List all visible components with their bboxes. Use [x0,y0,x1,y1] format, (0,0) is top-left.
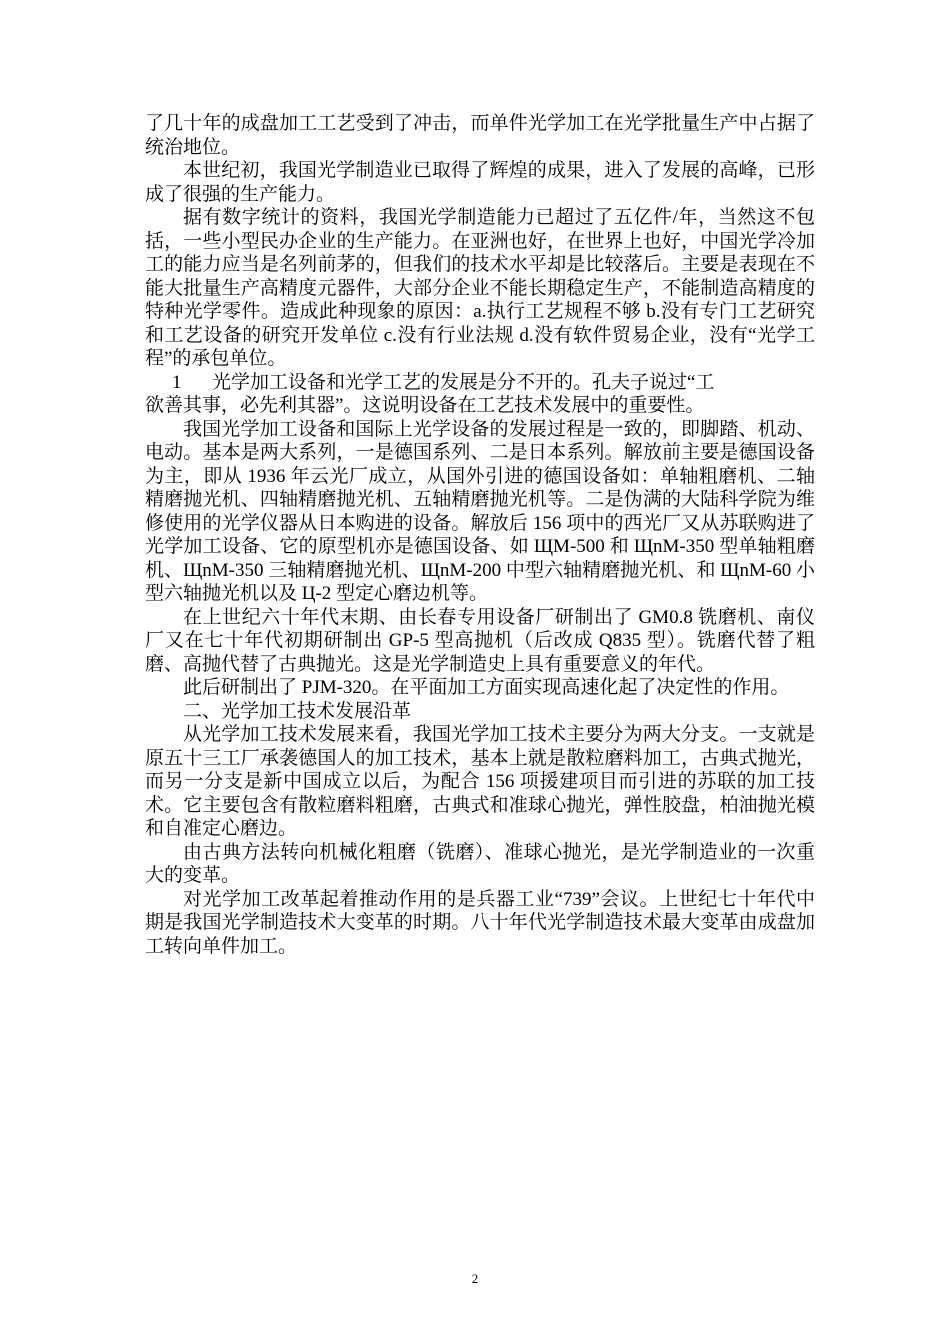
item-text: 光学加工设备和光学工艺的发展是分不开的。孔夫子说过“工 [212,371,715,393]
page-number: 2 [471,1271,479,1286]
paragraph-3: 据有数字统计的资料，我国光学制造能力已超过了五亿件/年，当然这不包括，一些小型民办企业的生产能力。在亚洲也好，在世界上也好，中国光学冷加工的能力应当是名列前茅的，但我们的技术水平却是比较落后。主要是表现在不能大批量生产高精度元器件，大部分企业不能长期稳定生产，不能制造高精度的特种光学零件。造成此种现象的原因：a.执行工艺规程不够 b.没有专门工艺研究和工艺设备的研究开发单位 c.没有行业法规 d.没有软件贸易企业，没有“光学工程”的承包单位。 [145,207,815,369]
paragraph-4-continued: 欲善其事，必先利其器”。这说明设备在工艺技术发展中的重要性。 [145,395,705,416]
paragraph-6: 在上世纪六十年代末期、由长春专用设备厂研制出了 GM0.8 铣磨机、南仪厂又在七十年代初期研制出 GP-5 型高抛机（后改成 Q835 型）。铣磨代替了粗磨、高抛代替了古典抛光。这是光学制造史上具有重要意义的年代。 [145,606,815,675]
paragraph-5: 我国光学加工设备和国际上光学设备的发展过程是一致的，即脚踏、机动、电动。基本是两大系列，一是德国系列、二是日本系列。解放前主要是德国设备为主，即从 1936 年云光厂成立，从国外引进的德国设备如：单轴粗磨机、二轴精磨抛光机、四轴精磨抛光机、五轴精磨抛光机等。二是伪满的大陆科学院为维修使用的光学仪器从日本购进的设备。解放后 156 项中的西光厂又从苏联购进了光学加工设备、它的原型机亦是德国设备、如 ЩМ-500 和 ЩnМ-350 型单轴粗磨机、ЩnМ-350 三轴精磨抛光机、ЩnМ-200 中型六轴精磨抛光机、和 ЩnМ-60 小型六轴抛光机以及 Ц-2 型定心磨边机等。 [145,418,815,604]
paragraph-2: 本世纪初，我国光学制造业已取得了辉煌的成果，进入了发展的高峰，已形成了很强的生产能力。 [145,160,815,205]
item-number: 1 [172,371,182,393]
numbered-item-1 [145,371,815,395]
paragraph-8: 从光学加工技术发展来看，我国光学加工技术主要分为两大分支。一支就是原五十三工厂承袭德国人的加工技术，基本上就是散粒磨料加工，古典式抛光，而另一分支是新中国成立以后，为配合 156 项援建项目而引进的苏联的加工技术。它主要包含有散粒磨料粗磨，古典式和准球心抛光，弹性胶盘，柏油抛光模和自准定心磨边。 [145,724,815,839]
paragraph-1: 了几十年的成盘加工工艺受到了冲击，而单件光学加工在光学批量生产中占据了统治地位。 [145,113,815,158]
paragraph-9: 由古典方法转向机械化粗磨（铣磨）、准球心抛光，是光学制造业的一次重大的变革。 [145,841,815,886]
paragraph-7: 此后研制出了 PJM-320。在平面加工方面实现高速化起了决定性的作用。 [183,677,790,698]
body-text [145,112,815,958]
paragraph-10: 对光学加工改革起着推动作用的是兵器工业“739”会议。上世纪七十年代中期是我国光学制造技术大变革的时期。八十年代光学制造技术最大变革由成盘加工转向单件加工。 [145,888,815,957]
section-heading: 二、光学加工技术发展沿革 [183,700,412,722]
